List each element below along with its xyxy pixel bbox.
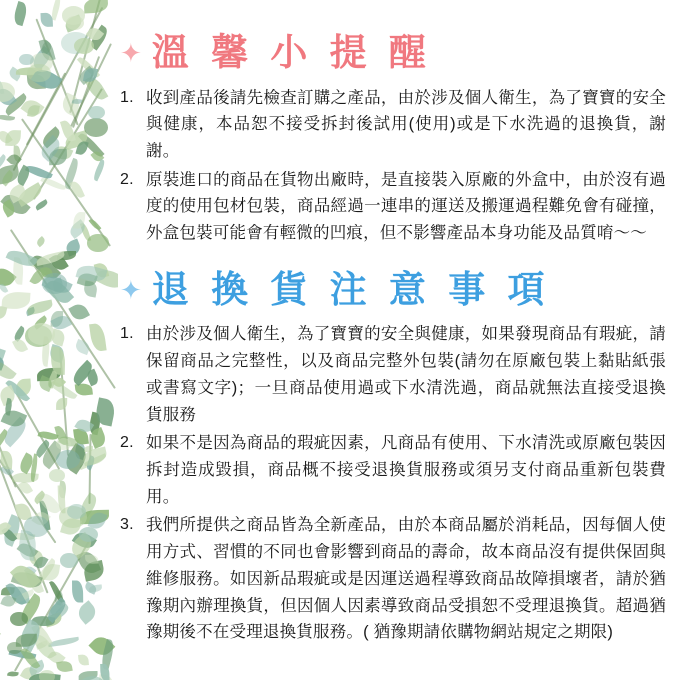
list-item: 我們所提供之商品皆為全新產品，由於本商品屬於消耗品，因每個人使用方式、習慣的不同也會影響到商品的壽命，故本商品沒有提供保固與維修服務。如因新品瑕疵或是因運送過程導致商品故障損壞者，請於猶豫期內辦理換貨，但因個人因素導致商品受損恕不受理退換貨。超過猶豫期後不在受理退換貨服務。( 猶豫期請依購物網站規定之期限) <box>146 516 666 642</box>
leaf-shape <box>6 130 21 147</box>
botanical-leaves-border <box>0 0 118 680</box>
reminder-list <box>120 85 666 247</box>
leaf-shape <box>87 234 109 251</box>
list-item: 由於涉及個人衛生，為了寶寶的安全與健康，如果發現商品有瑕疵，請保留商品之完整性，以及商品完整外包裝(請勿在原廠包裝上黏貼紙張或書寫文字)；一旦商品使用過或下水清洗過，商品就無法直接受退換貨服務 <box>146 325 666 424</box>
leaf-shape <box>0 113 15 122</box>
leaf-shape <box>41 13 53 27</box>
list-item: 收到產品後請先檢查訂購之產品，由於涉及個人衛生，為了寶寶的安全與健康，本品恕不接受拆封後試用(使用)或是下水洗過的退換貨，謝謝。 <box>146 88 666 160</box>
leaf-shape <box>74 38 94 54</box>
leaf-shape <box>89 322 107 352</box>
leaf-shape <box>0 324 1 344</box>
leaf-shape <box>84 445 93 451</box>
leaf-shape <box>28 323 56 345</box>
page-title: 退 換 貨 注 意 事 項 <box>151 268 551 310</box>
star-icon: ✦ <box>120 38 142 69</box>
leaf-shape <box>24 516 50 537</box>
leaf-shape <box>35 200 49 211</box>
leaf-shape <box>19 54 33 65</box>
leaf-shape <box>67 504 86 519</box>
section-warm-reminder <box>120 32 666 247</box>
leaf-shape <box>27 64 50 83</box>
list-item: 原裝進口的商品在貨物出廠時，是直接裝入原廠的外盒中，由於沒有過度的使用包材包裝，商品經過一連串的運送及搬運過程難免會有碰撞，外盒包裝可能會有輕微的凹痕，但不影響產品本身功能及品質唷～～ <box>146 170 666 243</box>
leaf-shape <box>65 0 86 3</box>
leaf-shape <box>26 300 53 316</box>
star-icon: ✦ <box>120 275 142 306</box>
section-heading <box>120 32 666 75</box>
leaf-shape <box>78 654 89 666</box>
leaf-shape <box>39 670 55 680</box>
leaf-shape <box>88 106 105 120</box>
leaf-shape <box>10 612 28 626</box>
leaf-shape <box>62 6 85 24</box>
leaf-shape <box>74 339 91 355</box>
list-item: 如果不是因為商品的瑕疵因素，凡商品有使用、下水清洗或原廠包裝因拆封造成毀損，商品概不接受退換貨服務或須另支付商品重新包裝費用。 <box>146 434 666 506</box>
leaf-shape <box>69 180 85 200</box>
page-title: 溫 馨 小 提 醒 <box>151 32 432 73</box>
section-heading <box>120 269 666 312</box>
leaf-shape <box>7 670 19 677</box>
leaf-shape <box>35 236 47 248</box>
leaf-shape <box>0 450 13 469</box>
leaf-shape <box>56 438 71 450</box>
leaf-shape <box>60 553 78 567</box>
leaf-shape <box>1 291 30 310</box>
leaf-shape <box>42 273 67 293</box>
leaf-shape <box>0 630 1 645</box>
leaf-shape <box>68 301 90 323</box>
leaf-shape <box>56 660 73 673</box>
section-return-policy <box>120 269 666 646</box>
leaf-shape <box>72 580 83 602</box>
leaf-shape <box>83 0 108 13</box>
leaf-shape <box>84 118 108 137</box>
leaf-shape <box>49 469 65 482</box>
leaf-shape <box>75 600 100 625</box>
leaf-shape <box>12 1 29 26</box>
leaf-shape <box>91 158 106 181</box>
content-column <box>118 0 680 680</box>
return-policy-list <box>120 321 666 646</box>
leaf-shape <box>56 450 80 469</box>
leaf-shape <box>56 398 67 410</box>
leaf-shape <box>48 637 79 647</box>
leaf-shape <box>88 585 102 593</box>
